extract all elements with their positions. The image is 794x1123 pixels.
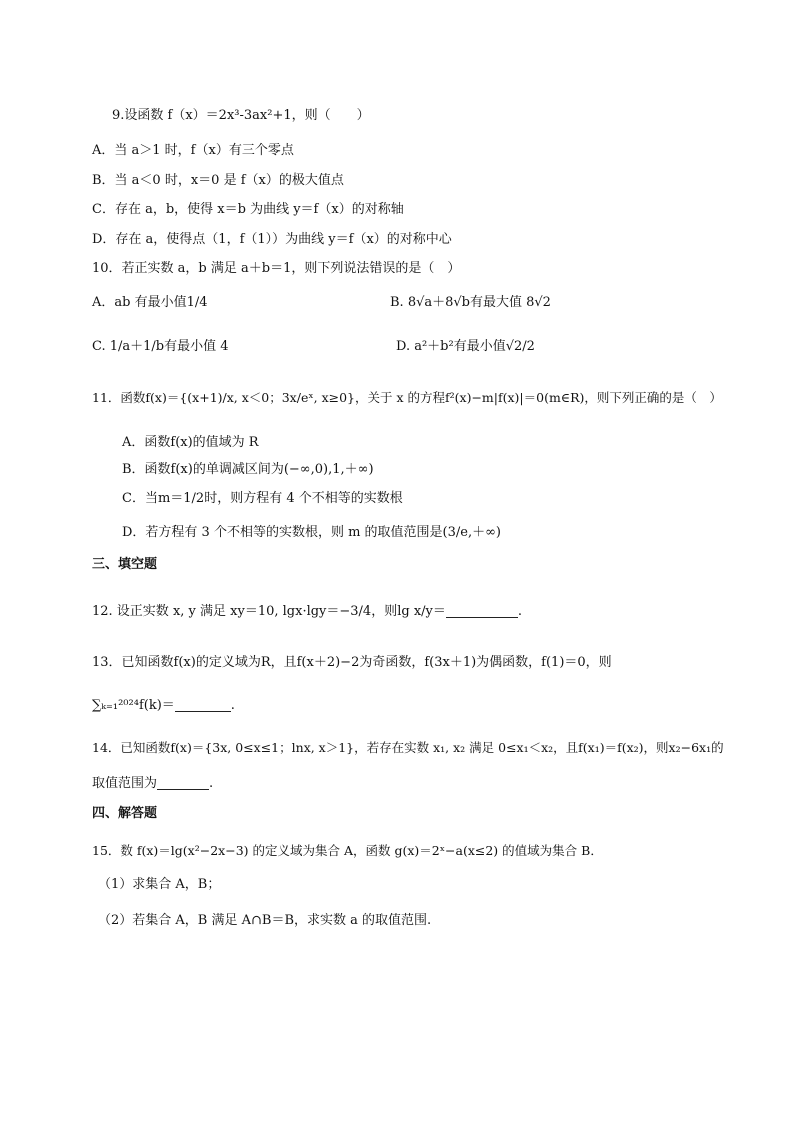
question-12: 12. 设正实数 x, y 满足 xy＝10, lgx·lgy＝−3/4，则lg x/y＝ . [92,604,523,619]
answer-blank[interactable] [175,697,231,712]
q9-option-d: D．存在 a，使得点（1，f（1））为曲线 y＝f（x）的对称中心 [92,232,452,247]
q14-stem: 14．已知函数f(x)＝{3x, 0≤x≤1；lnx, x＞1}，若存在实数 x₁, x₂ 满足 0≤x₁＜x₂，且f(x₁)＝f(x₂)，则x₂−6x₁的 [92,740,724,755]
answer-blank[interactable] [157,775,209,790]
q14-range-text: 取值范围为 [92,776,158,791]
q12-text: 12. 设正实数 x, y 满足 xy＝10, lgx·lgy＝−3/4，则lg x/y＝ [92,604,446,619]
q10-stem: 10．若正实数 a，b 满足 a＋b＝1，则下列说法错误的是（ ） [92,261,461,276]
q11-stem: 11．函数f(x)＝{(x+1)/x, x＜0；3x/eˣ, x≥0}，关于 x 的方程f²(x)−m|f(x)|＝0(m∈R)，则下列正确的是（ ） [92,390,722,405]
section-fill-in-heading: 三、填空题 [92,557,158,572]
q11-option-d: D．若方程有 3 个不相等的实数根，则 m 的取值范围是(3/e,＋∞) [122,525,501,540]
q10-option-a: A．ab 有最小值1/4 [92,295,208,310]
section-answer-heading: 四、解答题 [92,806,158,821]
q15-stem: 15．数 f(x)＝lg(x²−2x−3) 的定义域为集合 A，函数 g(x)＝2ˣ−a(x≤2) 的值域为集合 B． [92,843,603,858]
q13-stem: 13．已知函数f(x)的定义域为R，且f(x＋2)−2为奇函数，f(3x＋1)为偶函数，f(1)＝0，则 [92,655,612,670]
q15-part-1: （1）求集合 A，B； [98,877,221,892]
q13-sum-text: ∑ₖ₌₁²⁰²⁴f(k)＝ [92,698,175,713]
q10-option-b: B. 8√a＋8√b有最大值 8√2 [390,295,551,310]
q11-option-a: A．函数f(x)的值域为 R [122,435,259,450]
q9-option-b: B．当 a＜0 时，x＝0 是 f（x）的极大值点 [92,173,344,188]
q14-range: 取值范围为 . [92,776,214,791]
q9-stem: 9.设函数 f（x）＝2x³-3ax²+1，则（ ） [112,108,370,123]
q10-option-c: C. 1/a＋1/b有最小值 4 [92,339,229,354]
q10-option-d: D. a²＋b²有最小值√2/2 [396,339,535,354]
q11-option-c: C．当m＝1/2时，则方程有 4 个不相等的实数根 [122,491,403,506]
q9-option-c: C．存在 a，b，使得 x＝b 为曲线 y＝f（x）的对称轴 [92,202,404,217]
q9-option-a: A．当 a＞1 时，f（x）有三个零点 [92,143,294,158]
q13-sum: ∑ₖ₌₁²⁰²⁴f(k)＝ . [92,698,235,713]
answer-blank[interactable] [446,603,518,618]
q11-option-b: B．函数f(x)的单调减区间为(−∞,0),1,＋∞) [122,462,374,477]
q15-part-2: （2）若集合 A，B 满足 A∩B＝B，求实数 a 的取值范围. [98,913,432,928]
